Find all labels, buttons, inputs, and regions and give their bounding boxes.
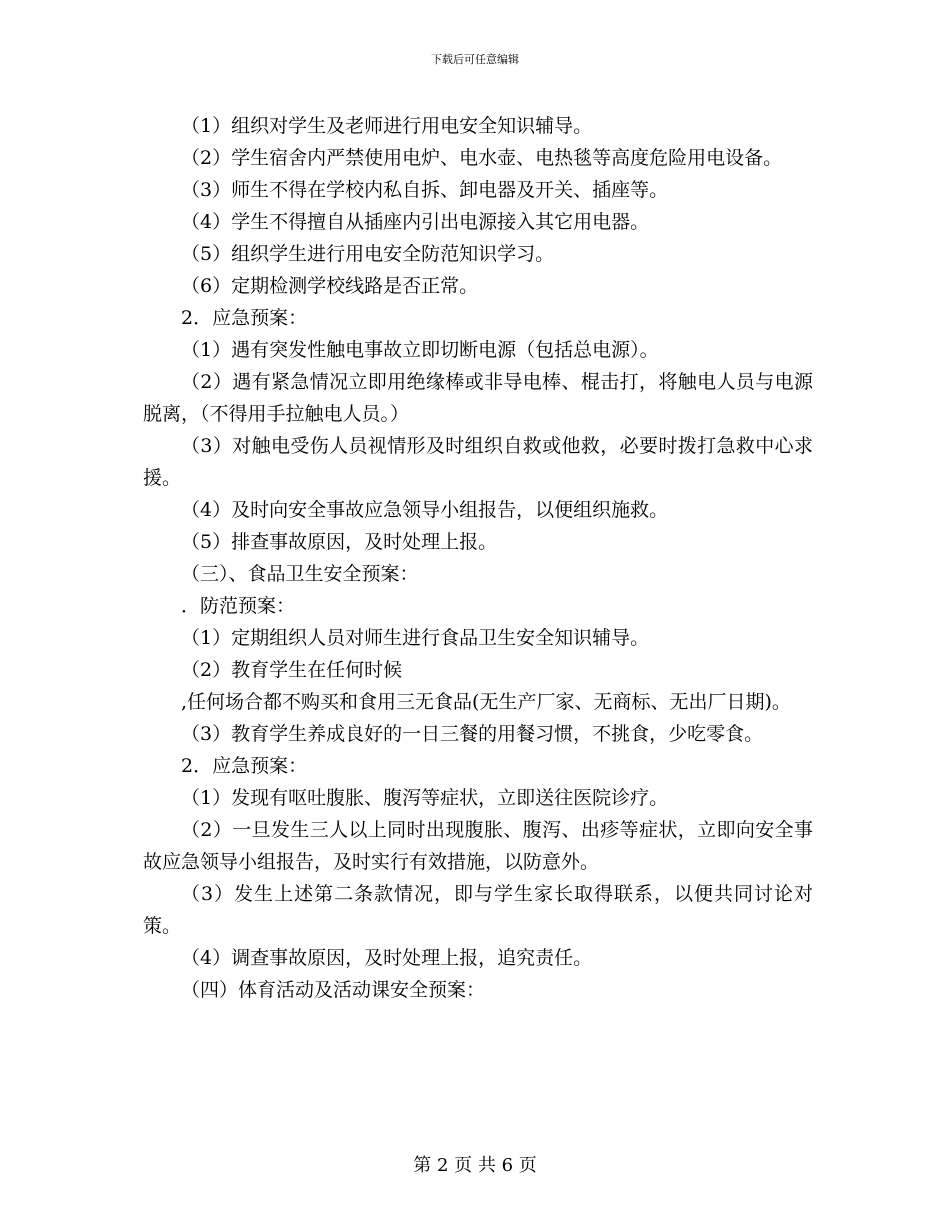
paragraph: （3）对触电受伤人员视情形及时组织自救或他救，必要时拨打急救中心求援。 [143, 435, 813, 489]
section-heading: 2．应急预案： [181, 307, 308, 329]
paragraph: （1）定期组织人员对师生进行食品卫生安全知识辅导。 [181, 627, 650, 649]
paragraph: （2）教育学生在任何时候 [181, 659, 403, 681]
paragraph: （1）组织对学生及老师进行用电安全知识辅导。 [181, 115, 593, 137]
page-footer: 第 2 页 共 6 页 [413, 1155, 537, 1176]
section-heading: （三）、食品卫生安全预案： [181, 563, 419, 585]
paragraph: （5）组织学生进行用电安全防范知识学习。 [181, 243, 555, 265]
paragraph: （2）遇有紧急情况立即用绝缘棒或非导电棒、棍击打，将触电人员与电源脱离，（不得用手拉触电人员。） [143, 371, 813, 425]
paragraph: （3）教育学生养成良好的一日三餐的用餐习惯，不挑食，少吃零食。 [181, 723, 764, 745]
paragraph: （1）遇有突发性触电事故立即切断电源（包括总电源）。 [181, 339, 659, 361]
paragraph: （3）发生上述第二条款情况，即与学生家长取得联系，以便共同讨论对策。 [143, 883, 813, 937]
paragraph: ,任何场合都不购买和食用三无食品(无生产厂家、无商标、无出厂日期)。 [181, 691, 791, 713]
paragraph: （4）学生不得擅自从插座内引出电源接入其它用电器。 [181, 211, 650, 233]
paragraph: （6）定期检测学校线路是否正常。 [181, 275, 479, 297]
page-header: 下载后可任意编辑 [431, 53, 519, 66]
section-heading: ．防范预案： [181, 595, 296, 617]
paragraph: （4）调查事故原因，及时处理上报，追究责任。 [181, 947, 593, 969]
section-heading: 2．应急预案： [181, 755, 308, 777]
paragraph: （2）一旦发生三人以上同时出现腹胀、腹泻、出疹等症状，立即向安全事故应急领导小组报告，及时实行有效措施，以防意外。 [143, 819, 813, 873]
paragraph: （4）及时向安全事故应急领导小组报告，以便组织施救。 [181, 499, 669, 521]
document-body [143, 110, 813, 1006]
paragraph: （1）发现有呕吐腹胀、腹泻等症状，立即送往医院诊疗。 [181, 787, 669, 809]
paragraph: （3）师生不得在学校内私自拆、卸电器及开关、插座等。 [181, 179, 669, 201]
paragraph: （2）学生宿舍内严禁使用电炉、电水壶、电热毯等高度危险用电设备。 [181, 147, 783, 169]
paragraph: （5）排查事故原因，及时处理上报。 [181, 531, 498, 553]
section-heading: （四）体育活动及活动课安全预案： [181, 979, 486, 1001]
